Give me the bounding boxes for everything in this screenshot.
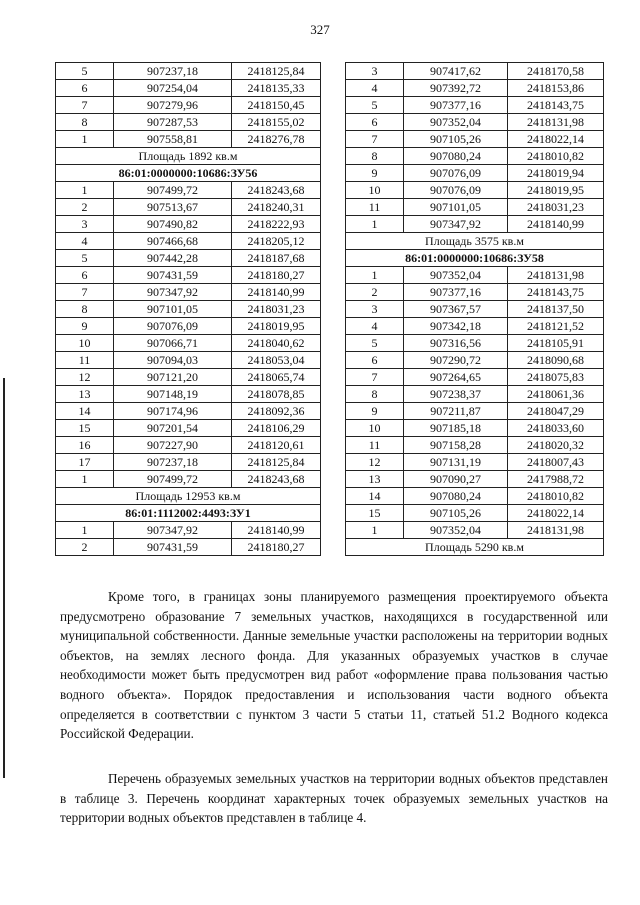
table-row — [346, 352, 604, 369]
table-row — [346, 403, 604, 420]
point-number-cell: 10 — [56, 335, 114, 352]
coord-y-cell: 2418061,36 — [508, 386, 604, 403]
coord-y-cell: 2418143,75 — [508, 284, 604, 301]
coord-x-cell: 907513,67 — [114, 199, 232, 216]
table-row — [346, 471, 604, 488]
point-number-cell: 5 — [346, 97, 404, 114]
table-row — [56, 318, 321, 335]
area-row — [56, 488, 321, 505]
coord-y-cell: 2418022,14 — [508, 131, 604, 148]
table-row — [56, 437, 321, 454]
coord-y-cell: 2418022,14 — [508, 505, 604, 522]
point-number-cell: 12 — [346, 454, 404, 471]
point-number-cell: 14 — [56, 403, 114, 420]
coord-y-cell: 2418019,94 — [508, 165, 604, 182]
point-number-cell: 8 — [346, 386, 404, 403]
point-number-cell: 7 — [56, 284, 114, 301]
point-number-cell: 1 — [346, 267, 404, 284]
coord-x-cell: 907174,96 — [114, 403, 232, 420]
table-row — [346, 216, 604, 233]
table-row — [346, 522, 604, 539]
coord-y-cell: 2418125,84 — [232, 454, 321, 471]
point-number-cell: 8 — [56, 114, 114, 131]
point-number-cell: 1 — [346, 522, 404, 539]
coord-y-cell: 2418240,31 — [232, 199, 321, 216]
point-number-cell: 2 — [346, 284, 404, 301]
coord-x-cell: 907148,19 — [114, 386, 232, 403]
coord-y-cell: 2418047,29 — [508, 403, 604, 420]
coord-y-cell: 2418033,60 — [508, 420, 604, 437]
coord-y-cell: 2418020,32 — [508, 437, 604, 454]
scan-margin-bar — [3, 378, 5, 778]
point-number-cell: 7 — [346, 131, 404, 148]
point-number-cell: 10 — [346, 182, 404, 199]
coord-x-cell: 907076,09 — [404, 182, 508, 199]
coordinates-table-right — [345, 62, 604, 556]
coord-y-cell: 2418137,50 — [508, 301, 604, 318]
coord-x-cell: 907377,16 — [404, 284, 508, 301]
point-number-cell: 4 — [346, 80, 404, 97]
point-number-cell: 6 — [56, 80, 114, 97]
point-number-cell: 15 — [56, 420, 114, 437]
coord-y-cell: 2418140,99 — [508, 216, 604, 233]
coord-x-cell: 907347,92 — [114, 284, 232, 301]
cadastral-row — [346, 250, 604, 267]
point-number-cell: 5 — [346, 335, 404, 352]
coord-x-cell: 907442,28 — [114, 250, 232, 267]
coord-x-cell: 907499,72 — [114, 471, 232, 488]
coord-x-cell: 907431,59 — [114, 539, 232, 556]
coord-x-cell: 907211,87 — [404, 403, 508, 420]
coord-y-cell: 2418078,85 — [232, 386, 321, 403]
coord-x-cell: 907352,04 — [404, 522, 508, 539]
table-row — [346, 454, 604, 471]
coord-y-cell: 2418010,82 — [508, 488, 604, 505]
table-row — [56, 216, 321, 233]
coord-x-cell: 907237,18 — [114, 454, 232, 471]
table-row — [56, 522, 321, 539]
point-number-cell: 4 — [346, 318, 404, 335]
coord-y-cell: 2418040,62 — [232, 335, 321, 352]
point-number-cell: 5 — [56, 250, 114, 267]
coord-y-cell: 2418155,02 — [232, 114, 321, 131]
coord-y-cell: 2418121,52 — [508, 318, 604, 335]
area-row — [346, 233, 604, 250]
point-number-cell: 11 — [56, 352, 114, 369]
point-number-cell: 5 — [56, 63, 114, 80]
coord-x-cell: 907105,26 — [404, 505, 508, 522]
table-row — [346, 386, 604, 403]
paragraph-table-references: Перечень образуемых земельных участков на территории водных объектов представлен в таблице 3. Перечень координат характерных точек образуемых земельных участков на территории водных объектов представлен в таблице 4. — [60, 771, 608, 826]
point-number-cell: 6 — [346, 114, 404, 131]
table-row — [56, 284, 321, 301]
point-number-cell: 2 — [56, 539, 114, 556]
coord-y-cell: 2418125,84 — [232, 63, 321, 80]
table-row — [56, 335, 321, 352]
point-number-cell: 8 — [346, 148, 404, 165]
coord-y-cell: 2418150,45 — [232, 97, 321, 114]
area-row — [346, 539, 604, 556]
coord-y-cell: 2418205,12 — [232, 233, 321, 250]
coord-y-cell: 2418143,75 — [508, 97, 604, 114]
area-cell: Площадь 5290 кв.м — [346, 539, 604, 556]
coord-x-cell: 907121,20 — [114, 369, 232, 386]
point-number-cell: 1 — [56, 182, 114, 199]
point-number-cell: 8 — [56, 301, 114, 318]
point-number-cell: 1 — [346, 216, 404, 233]
coord-y-cell: 2418131,98 — [508, 267, 604, 284]
coord-x-cell: 907316,56 — [404, 335, 508, 352]
area-row — [56, 148, 321, 165]
table-row — [346, 165, 604, 182]
table-row — [346, 505, 604, 522]
coord-x-cell: 907227,90 — [114, 437, 232, 454]
coord-y-cell: 2418131,98 — [508, 114, 604, 131]
table-row — [56, 403, 321, 420]
coord-x-cell: 907131,19 — [404, 454, 508, 471]
cadastral-row — [56, 165, 321, 182]
coord-y-cell: 2418092,36 — [232, 403, 321, 420]
point-number-cell: 17 — [56, 454, 114, 471]
coord-y-cell: 2418065,74 — [232, 369, 321, 386]
point-number-cell: 1 — [56, 131, 114, 148]
table-row — [56, 420, 321, 437]
table-row — [56, 386, 321, 403]
table-row — [346, 284, 604, 301]
table-row — [346, 131, 604, 148]
point-number-cell: 14 — [346, 488, 404, 505]
point-number-cell: 7 — [56, 97, 114, 114]
point-number-cell: 10 — [346, 420, 404, 437]
table-row — [346, 318, 604, 335]
table-row — [346, 420, 604, 437]
coord-y-cell: 2418187,68 — [232, 250, 321, 267]
coord-x-cell: 907201,54 — [114, 420, 232, 437]
table-row — [346, 369, 604, 386]
table-row — [346, 97, 604, 114]
cadastral-row — [56, 505, 321, 522]
point-number-cell: 3 — [56, 216, 114, 233]
coord-y-cell: 2418019,95 — [232, 318, 321, 335]
coord-x-cell: 907290,72 — [404, 352, 508, 369]
coord-x-cell: 907090,27 — [404, 471, 508, 488]
point-number-cell: 13 — [56, 386, 114, 403]
table-row — [56, 97, 321, 114]
coord-x-cell: 907254,04 — [114, 80, 232, 97]
coord-y-cell: 2418105,91 — [508, 335, 604, 352]
coord-x-cell: 907347,92 — [114, 522, 232, 539]
coord-x-cell: 907264,65 — [404, 369, 508, 386]
table-row — [56, 131, 321, 148]
point-number-cell: 3 — [346, 63, 404, 80]
coord-x-cell: 907490,82 — [114, 216, 232, 233]
coord-x-cell: 907101,05 — [404, 199, 508, 216]
coord-x-cell: 907392,72 — [404, 80, 508, 97]
point-number-cell: 12 — [56, 369, 114, 386]
coord-x-cell: 907417,62 — [404, 63, 508, 80]
table-row — [56, 352, 321, 369]
coord-x-cell: 907105,26 — [404, 131, 508, 148]
area-cell: Площадь 12953 кв.м — [56, 488, 321, 505]
table-row — [346, 488, 604, 505]
area-cell: Площадь 3575 кв.м — [346, 233, 604, 250]
table-row — [346, 267, 604, 284]
coord-y-cell: 2418031,23 — [508, 199, 604, 216]
table-row — [56, 539, 321, 556]
cadastral-number-cell: 86:01:1112002:4493:ЗУ1 — [56, 505, 321, 522]
coord-y-cell: 2418106,29 — [232, 420, 321, 437]
point-number-cell: 11 — [346, 437, 404, 454]
coord-x-cell: 907367,57 — [404, 301, 508, 318]
paragraph-land-plots: Кроме того, в границах зоны планируемого размещения проектируемого объекта предусмотрено образование 7 земельных участков, находящихся в государственной или муниципальной собственности. Данные земельные участки расположены на территории водных объектов, на землях лесного фонда. Для указанных образуемых участков в случае необходимости может быть предусмотрен вид работ «оформление права пользования частью водного объекта». Порядок предоставления и использования части водного объекта определяется в соответствии с пунктом 3 части 5 статьи 11, статьей 51.2 Водного кодекса Российской Федерации. — [60, 589, 608, 742]
coord-y-cell: 2418140,99 — [232, 284, 321, 301]
point-number-cell: 7 — [346, 369, 404, 386]
table-row — [56, 369, 321, 386]
coord-y-cell: 2418243,68 — [232, 182, 321, 199]
coord-x-cell: 907066,71 — [114, 335, 232, 352]
coord-y-cell: 2418053,04 — [232, 352, 321, 369]
table-row — [56, 199, 321, 216]
coord-x-cell: 907431,59 — [114, 267, 232, 284]
coord-y-cell: 2418135,33 — [232, 80, 321, 97]
page-number: 327 — [310, 22, 330, 37]
point-number-cell: 16 — [56, 437, 114, 454]
coord-y-cell: 2418153,86 — [508, 80, 604, 97]
table-row — [56, 250, 321, 267]
table-row — [346, 199, 604, 216]
coord-x-cell: 907185,18 — [404, 420, 508, 437]
point-number-cell: 11 — [346, 199, 404, 216]
coord-x-cell: 907466,68 — [114, 233, 232, 250]
point-number-cell: 3 — [346, 301, 404, 318]
coord-x-cell: 907080,24 — [404, 148, 508, 165]
coord-x-cell: 907237,18 — [114, 63, 232, 80]
coord-y-cell: 2418180,27 — [232, 539, 321, 556]
coord-y-cell: 2418243,68 — [232, 471, 321, 488]
coord-y-cell: 2418180,27 — [232, 267, 321, 284]
coord-y-cell: 2418276,78 — [232, 131, 321, 148]
coord-x-cell: 907101,05 — [114, 301, 232, 318]
coord-y-cell: 2418031,23 — [232, 301, 321, 318]
table-row — [56, 454, 321, 471]
table-row — [56, 267, 321, 284]
table-row — [346, 301, 604, 318]
coord-y-cell: 2417988,72 — [508, 471, 604, 488]
coord-x-cell: 907377,16 — [404, 97, 508, 114]
table-row — [346, 80, 604, 97]
table-row — [346, 63, 604, 80]
coord-y-cell: 2418120,61 — [232, 437, 321, 454]
table-row — [346, 437, 604, 454]
table-row — [56, 80, 321, 97]
point-number-cell: 1 — [56, 522, 114, 539]
coord-x-cell: 907094,03 — [114, 352, 232, 369]
coord-x-cell: 907499,72 — [114, 182, 232, 199]
coord-x-cell: 907287,53 — [114, 114, 232, 131]
coord-x-cell: 907076,09 — [114, 318, 232, 335]
coord-x-cell: 907352,04 — [404, 114, 508, 131]
coord-x-cell: 907238,37 — [404, 386, 508, 403]
point-number-cell: 9 — [346, 403, 404, 420]
coord-x-cell: 907352,04 — [404, 267, 508, 284]
coord-x-cell: 907279,96 — [114, 97, 232, 114]
cadastral-number-cell: 86:01:0000000:10686:ЗУ56 — [56, 165, 321, 182]
coord-y-cell: 2418140,99 — [232, 522, 321, 539]
point-number-cell: 6 — [346, 352, 404, 369]
coord-y-cell: 2418090,68 — [508, 352, 604, 369]
coordinates-table-left — [55, 62, 321, 556]
point-number-cell: 2 — [56, 199, 114, 216]
coord-x-cell: 907347,92 — [404, 216, 508, 233]
table-row — [56, 182, 321, 199]
coord-y-cell: 2418222,93 — [232, 216, 321, 233]
coord-y-cell: 2418131,98 — [508, 522, 604, 539]
table-row — [346, 335, 604, 352]
point-number-cell: 4 — [56, 233, 114, 250]
coord-y-cell: 2418007,43 — [508, 454, 604, 471]
coord-x-cell: 907080,24 — [404, 488, 508, 505]
table-row — [56, 471, 321, 488]
point-number-cell: 15 — [346, 505, 404, 522]
point-number-cell: 9 — [56, 318, 114, 335]
table-row — [56, 233, 321, 250]
point-number-cell: 6 — [56, 267, 114, 284]
cadastral-number-cell: 86:01:0000000:10686:ЗУ58 — [346, 250, 604, 267]
coord-x-cell: 907158,28 — [404, 437, 508, 454]
table-row — [56, 63, 321, 80]
coord-x-cell: 907342,18 — [404, 318, 508, 335]
table-row — [346, 114, 604, 131]
table-row — [346, 148, 604, 165]
table-row — [56, 301, 321, 318]
coord-x-cell: 907558,81 — [114, 131, 232, 148]
table-row — [56, 114, 321, 131]
coord-y-cell: 2418010,82 — [508, 148, 604, 165]
coord-y-cell: 2418019,95 — [508, 182, 604, 199]
table-row — [346, 182, 604, 199]
coord-y-cell: 2418170,58 — [508, 63, 604, 80]
point-number-cell: 13 — [346, 471, 404, 488]
area-cell: Площадь 1892 кв.м — [56, 148, 321, 165]
coord-x-cell: 907076,09 — [404, 165, 508, 182]
coord-y-cell: 2418075,83 — [508, 369, 604, 386]
point-number-cell: 9 — [346, 165, 404, 182]
point-number-cell: 1 — [56, 471, 114, 488]
